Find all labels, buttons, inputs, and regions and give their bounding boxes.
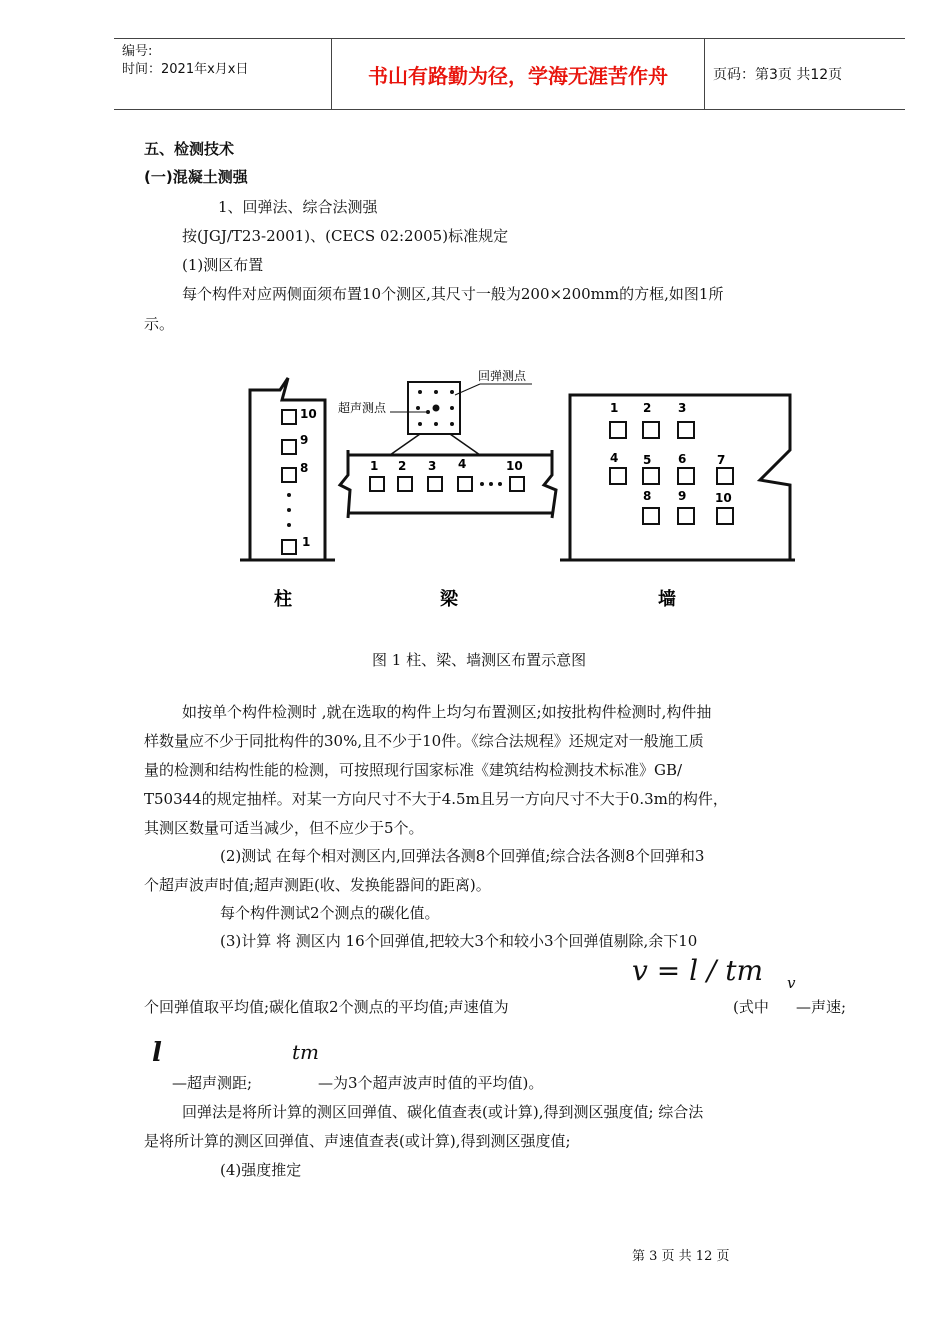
rebound-dot bbox=[450, 390, 454, 394]
wall-num: 3 bbox=[678, 401, 687, 415]
para5-line3: —超声测距; bbox=[172, 1074, 253, 1092]
wall-zone-4 bbox=[610, 468, 626, 484]
para5-line3-b: —为3个超声波声时值的平均值)。 bbox=[318, 1074, 544, 1092]
ultrasonic-label: 超声测点 bbox=[338, 401, 387, 415]
column-zone-8 bbox=[282, 468, 296, 482]
column-num: 1 bbox=[302, 535, 311, 549]
beam-num: 4 bbox=[458, 457, 467, 471]
formula-symbol-tm: tm bbox=[292, 1040, 320, 1064]
column-num: 8 bbox=[300, 461, 309, 475]
para3-line2: 个超声波声时值;超声测距(收、发换能器间的距离)。 bbox=[144, 876, 491, 894]
wall-zone-10 bbox=[717, 508, 733, 524]
wall-num: 9 bbox=[678, 489, 687, 503]
column-label: 柱 bbox=[274, 589, 292, 610]
box-connector bbox=[450, 434, 480, 455]
para1-line1: 每个构件对应两侧面须布置10个测区,其尺寸一般为200×200mm的方框,如图1所 bbox=[182, 285, 724, 303]
beam-break-right bbox=[544, 450, 556, 518]
formula-main: v = l / tm bbox=[632, 954, 764, 987]
wall-num: 5 bbox=[643, 453, 652, 467]
column-zone-1 bbox=[282, 540, 296, 554]
para2-line2: 样数量应不少于同批构件的30%,且不少于10件。《综合法规程》还规定对一般施工质 bbox=[144, 732, 704, 750]
header-table bbox=[114, 38, 905, 110]
header-left-cell bbox=[114, 39, 332, 109]
wall-zone-7 bbox=[717, 468, 733, 484]
figure-caption: 图 1 柱、梁、墙测区布置示意图 bbox=[372, 651, 587, 669]
para2-line3: 量的检测和结构性能的检测，可按照现行国家标准《建筑结构检测技术标准》GB/ bbox=[144, 761, 683, 779]
column-zone-10 bbox=[282, 410, 296, 424]
beam-zone-4 bbox=[458, 477, 472, 491]
para5-line2-c: —声速; bbox=[796, 998, 847, 1016]
rebound-dot bbox=[450, 406, 454, 410]
formula-symbol-l: l bbox=[152, 1038, 162, 1068]
rebound-dot bbox=[418, 422, 422, 426]
wall-zone-3 bbox=[678, 422, 694, 438]
beam-zone-1 bbox=[370, 477, 384, 491]
wall-num: 6 bbox=[678, 452, 687, 466]
beam-num: 1 bbox=[370, 459, 379, 473]
section-subtitle: (一)混凝土测强 bbox=[144, 168, 248, 186]
wall-num: 2 bbox=[643, 401, 652, 415]
para2-line4: T50344的规定抽样。对某一方向尺寸不大于4.5m且另一方向尺寸不大于0.3m的构件， bbox=[144, 790, 728, 808]
beam-dot bbox=[489, 482, 493, 486]
beam-num: 3 bbox=[428, 459, 437, 473]
rebound-dot bbox=[434, 390, 438, 394]
standard-line: 按(JGJ/T23-2001)、(CECS 02:2005)标准规定 bbox=[182, 227, 509, 245]
para2-line5: 其测区数量可适当减少，但不应少于5个。 bbox=[144, 819, 424, 837]
wall-num: 4 bbox=[610, 451, 619, 465]
para1-line2: 示。 bbox=[144, 315, 175, 333]
column-zone-9 bbox=[282, 440, 296, 454]
beam-zone-2 bbox=[398, 477, 412, 491]
beam-num: 2 bbox=[398, 459, 407, 473]
para6-line1: 回弹法是将所计算的测区回弹值、碳化值查表(或计算),得到测区强度值; 综合法 bbox=[182, 1103, 704, 1121]
box-connector bbox=[390, 434, 420, 455]
para5-line1: (3)计算 将 测区内 16个回弹值,把较大3个和较小3个回弹值剔除,余下10 bbox=[220, 932, 698, 950]
wall-zone-9 bbox=[678, 508, 694, 524]
para3-line1: (2)测试 在每个相对测区内,回弹法各测8个回弹值;综合法各测8个回弹和3 bbox=[220, 847, 705, 865]
wall-outline bbox=[570, 395, 790, 560]
rebound-dot bbox=[418, 390, 422, 394]
beam-label: 梁 bbox=[440, 589, 458, 610]
page-info: 页码：第3页 共12页 bbox=[713, 67, 843, 83]
wall-zone-6 bbox=[678, 468, 694, 484]
para2-line1: 如按单个构件检测时 ,就在选取的构件上均匀布置测区;如按批构件检测时,构件抽 bbox=[182, 703, 712, 721]
time-label: 时间：2021年x月x日 bbox=[122, 62, 249, 77]
beam-num: 10 bbox=[506, 459, 523, 473]
column-num: 10 bbox=[300, 407, 317, 421]
para7: (4)强度推定 bbox=[220, 1161, 302, 1179]
rebound-dot bbox=[434, 422, 438, 426]
formula-symbol-v: v bbox=[787, 974, 796, 992]
wall-zone-2 bbox=[643, 422, 659, 438]
rebound-leader bbox=[455, 384, 480, 395]
section-title: 五、检测技术 bbox=[144, 140, 235, 158]
para4: 每个构件测试2个测点的碳化值。 bbox=[220, 904, 440, 922]
beam-zone-3 bbox=[428, 477, 442, 491]
para5-line2-b: (式中 bbox=[733, 998, 769, 1016]
column-dot bbox=[287, 493, 291, 497]
beam-dot bbox=[480, 482, 484, 486]
column-dot bbox=[287, 523, 291, 527]
para6-line2: 是将所计算的测区回弹值、声速值查表(或计算),得到测区强度值; bbox=[144, 1132, 571, 1150]
number-label: 编号: bbox=[122, 44, 153, 59]
beam-zone-10 bbox=[510, 477, 524, 491]
sub-heading-1: (1)测区布置 bbox=[182, 256, 264, 274]
wall-num: 8 bbox=[643, 489, 652, 503]
wall-label: 墙 bbox=[658, 589, 676, 610]
beam-dot bbox=[498, 482, 502, 486]
rebound-dot bbox=[416, 406, 420, 410]
column-dot bbox=[287, 508, 291, 512]
rebound-dot bbox=[450, 422, 454, 426]
wall-zone-8 bbox=[643, 508, 659, 524]
figure-diagram bbox=[240, 360, 800, 620]
wall-num: 7 bbox=[717, 453, 726, 467]
page-footer: 第 3 页 共 12 页 bbox=[632, 1249, 730, 1264]
wall-num: 10 bbox=[715, 491, 732, 505]
beam-break-left bbox=[340, 450, 350, 518]
column-num: 9 bbox=[300, 433, 309, 447]
ultrasonic-dot bbox=[433, 405, 440, 412]
wall-zone-5 bbox=[643, 468, 659, 484]
rebound-label: 回弹测点 bbox=[478, 369, 527, 383]
item-1: 1、回弹法、综合法测强 bbox=[218, 198, 378, 216]
motto: 书山有路勤为径，学海无涯苦作舟 bbox=[332, 39, 705, 109]
para5-line2: 个回弹值取平均值;碳化值取2个测点的平均值;声速值为 bbox=[144, 998, 509, 1016]
wall-zone-1 bbox=[610, 422, 626, 438]
wall-num: 1 bbox=[610, 401, 619, 415]
